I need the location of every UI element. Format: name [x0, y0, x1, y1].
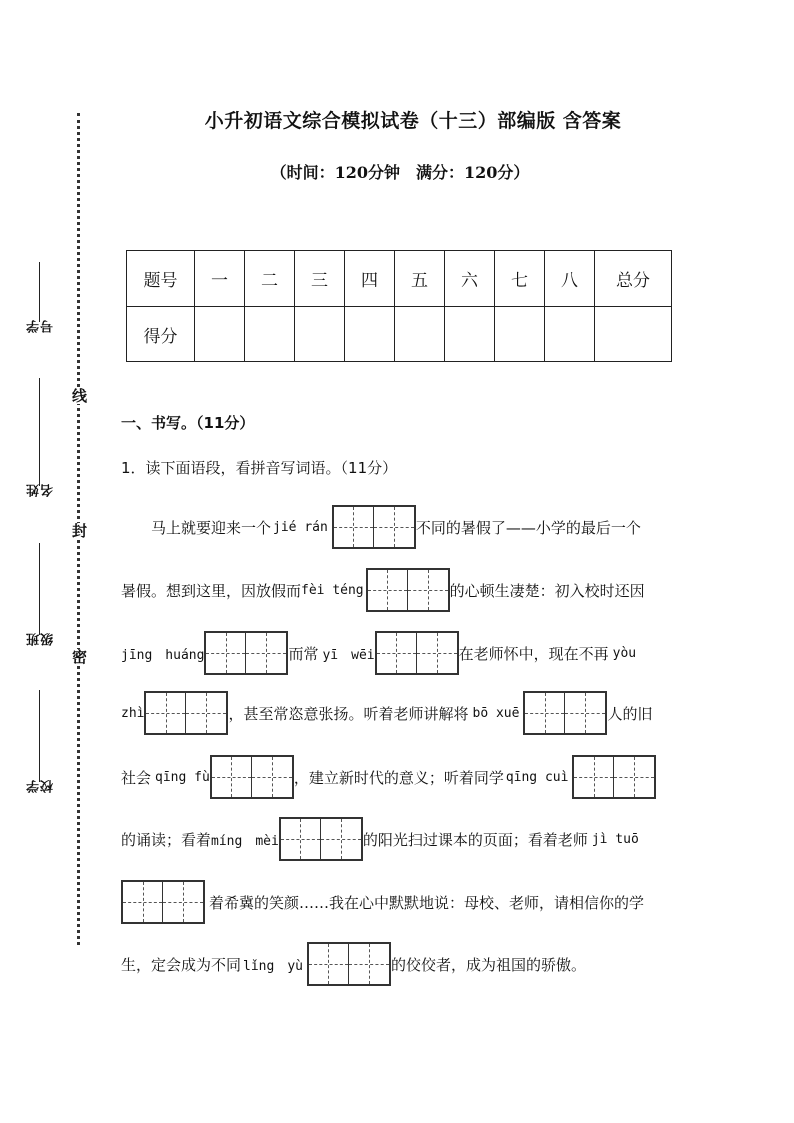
score-table-header-cell: 三	[295, 251, 345, 307]
pinyin-label: qīng fù	[155, 769, 210, 785]
score-table-header-cell: 七	[495, 251, 545, 307]
answer-grid[interactable]	[144, 691, 228, 735]
binding-char-feng: 封	[72, 522, 88, 540]
passage-text: 的心顿生凄楚：初入校时还因	[449, 581, 645, 600]
passage-text: 着希冀的笑颜……我在心中默默地说：母校、老师，请相信你的学	[209, 893, 645, 912]
passage-text: 在老师怀中，现在不再	[458, 644, 609, 663]
score-table-header-row	[127, 251, 672, 307]
pinyin-label: zhì	[121, 705, 145, 721]
answer-grid[interactable]	[121, 880, 205, 924]
passage-text: 生，定会成为不同	[121, 955, 242, 974]
passage-text: 暑假。想到这里，因放假而	[121, 581, 302, 600]
pinyin-label: bō xuē	[472, 705, 520, 721]
score-table-header-cell: 六	[445, 251, 495, 307]
score-table-header-cell: 一	[195, 251, 245, 307]
passage-text: 马上就要迎来一个	[121, 518, 272, 537]
passage-text: 人的旧	[607, 704, 653, 723]
score-table-header-cell: 五	[395, 251, 445, 307]
passage-line-5	[121, 754, 656, 800]
answer-grid[interactable]	[523, 691, 607, 735]
passage-line-1	[121, 504, 641, 550]
passage-line-6	[121, 816, 639, 862]
passage-line-7	[121, 879, 644, 925]
answer-grid[interactable]	[375, 631, 459, 675]
answer-grid[interactable]	[332, 505, 416, 549]
score-cell[interactable]	[295, 307, 345, 362]
pinyin-label: fèi téng	[301, 582, 364, 598]
answer-grid[interactable]	[366, 568, 450, 612]
pinyin-label: yòu	[612, 645, 637, 661]
answer-grid[interactable]	[572, 755, 656, 799]
pinyin-label: míng mèi	[211, 833, 279, 849]
pinyin-label: jì tuō	[591, 831, 639, 847]
score-cell[interactable]	[445, 307, 495, 362]
passage-text: 不同的暑假了——小学的最后一个	[415, 518, 641, 537]
pinyin-label: lǐng yù	[243, 958, 303, 974]
score-table-header-cell: 题号	[127, 251, 195, 307]
score-table-score-row	[127, 307, 672, 362]
field-class-label: 班级	[27, 633, 56, 646]
score-table	[126, 250, 672, 362]
passage-text: 的诵读；看着	[121, 830, 212, 849]
answer-grid[interactable]	[204, 631, 288, 675]
page-title: 小升初语文综合模拟试卷（十三）部编版 含答案	[204, 110, 622, 132]
score-row-label: 得分	[127, 307, 195, 362]
passage-text: 社会	[121, 768, 152, 787]
score-cell[interactable]	[245, 307, 295, 362]
page-subtitle: （时间：120分钟 满分：120分）	[270, 163, 530, 182]
field-name-label: 姓名	[27, 484, 56, 497]
binding-char-mi: 密	[72, 648, 88, 666]
passage-text: ，甚至常恣意张扬。听着老师讲解将	[228, 704, 469, 723]
section-heading: 一、书写。（11分）	[121, 414, 255, 432]
pinyin-label: yī wēi	[322, 647, 375, 663]
pinyin-label: jié rán	[273, 519, 328, 535]
score-cell[interactable]	[545, 307, 595, 362]
score-cell[interactable]	[195, 307, 245, 362]
answer-grid[interactable]	[307, 942, 391, 986]
question-1-prompt: 1．读下面语段，看拼音写词语。（11分）	[121, 459, 398, 477]
passage-line-2	[121, 567, 645, 613]
pinyin-label: jīng huáng	[121, 647, 205, 663]
score-table-header-cell: 八	[545, 251, 595, 307]
passage-line-8	[121, 941, 586, 987]
score-table-header-cell: 二	[245, 251, 295, 307]
field-school-label: 学校	[27, 780, 56, 793]
field-student-id-label: 学号	[27, 320, 56, 333]
answer-grid[interactable]	[279, 817, 363, 861]
passage-text: 的佼佼者，成为祖国的骄傲。	[390, 955, 586, 974]
passage-text: ，建立新时代的意义；听着同学	[293, 768, 504, 787]
pinyin-label: qīng cuì	[505, 769, 569, 785]
passage-line-3	[121, 630, 636, 676]
passage-line-4	[121, 690, 652, 736]
score-table-header-cell: 总分	[595, 251, 672, 307]
binding-char-xian: 线	[72, 387, 88, 405]
score-table-header-cell: 四	[345, 251, 395, 307]
score-cell[interactable]	[395, 307, 445, 362]
answer-grid[interactable]	[210, 755, 294, 799]
score-cell[interactable]	[345, 307, 395, 362]
score-cell[interactable]	[595, 307, 672, 362]
passage-text: 而常	[288, 644, 319, 663]
passage-text: 的阳光扫过课本的页面；看着老师	[362, 830, 588, 849]
score-cell[interactable]	[495, 307, 545, 362]
